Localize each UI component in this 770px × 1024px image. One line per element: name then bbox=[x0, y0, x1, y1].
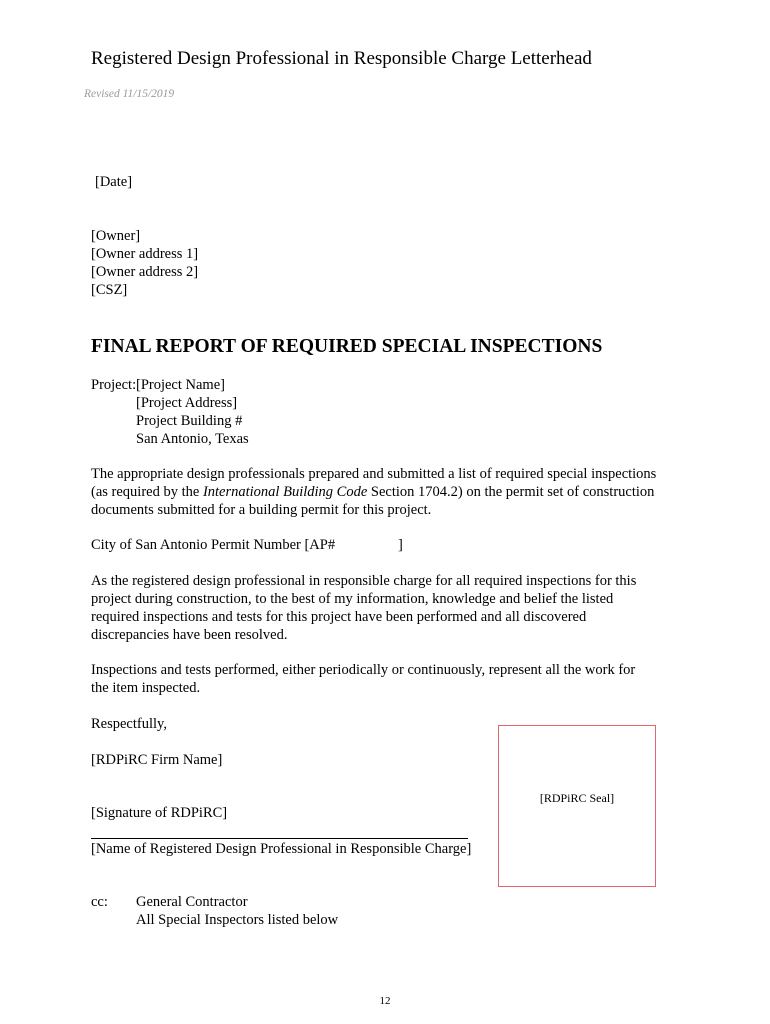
cc-recipient-2: All Special Inspectors listed below bbox=[136, 912, 339, 928]
code-reference: International Building Code bbox=[202, 484, 368, 500]
permit-number-close: ] bbox=[398, 537, 403, 553]
owner-address-2: [Owner address 2] bbox=[91, 264, 199, 280]
project-city: San Antonio, Texas bbox=[136, 431, 249, 447]
paragraph-3-line-1: Inspections and tests performed, either periodically or continuously, represent all the work for bbox=[91, 662, 636, 678]
paragraph-1-line-2-start: (as required by the bbox=[91, 484, 203, 500]
paragraph-1-line-2-end: Section 1704.2) on the permit set of construction bbox=[367, 484, 655, 500]
paragraph-1-line-2 bbox=[91, 483, 654, 501]
report-title: FINAL REPORT OF REQUIRED SPECIAL INSPECTIONS bbox=[91, 336, 603, 357]
letterhead-title: Registered Design Professional in Responsible Charge Letterhead bbox=[91, 48, 592, 69]
owner-address-1: [Owner address 1] bbox=[91, 246, 199, 262]
owner-name: [Owner] bbox=[91, 228, 141, 244]
project-name: [Project Name] bbox=[136, 377, 225, 393]
firm-name: [RDPiRC Firm Name] bbox=[91, 752, 223, 768]
seal-box bbox=[498, 725, 656, 887]
paragraph-2-line-3: required inspections and tests for this project have been performed and all discovered bbox=[91, 609, 587, 625]
project-label: Project: bbox=[91, 377, 137, 393]
closing: Respectfully, bbox=[91, 716, 167, 732]
signature-rule bbox=[91, 838, 468, 839]
owner-csz: [CSZ] bbox=[91, 282, 128, 298]
cc-label: cc: bbox=[91, 894, 108, 910]
cc-recipient-1: General Contractor bbox=[136, 894, 248, 910]
paragraph-2-line-1: As the registered design professional in responsible charge for all required inspections for this bbox=[91, 573, 637, 589]
paragraph-1-line-1: The appropriate design professionals prepared and submitted a list of required special inspections bbox=[91, 466, 657, 482]
permit-number-label: City of San Antonio Permit Number [AP# bbox=[91, 537, 336, 553]
project-address: [Project Address] bbox=[136, 395, 238, 411]
revision-date: Revised 11/15/2019 bbox=[84, 88, 175, 100]
paragraph-3-line-2: the item inspected. bbox=[91, 680, 201, 696]
page-number: 12 bbox=[379, 995, 391, 1007]
seal-label: [RDPiRC Seal] bbox=[539, 791, 615, 805]
paragraph-2-line-4: discrepancies have been resolved. bbox=[91, 627, 288, 643]
paragraph-2-line-2: project during construction, to the best of my information, knowledge and belief the listed bbox=[91, 591, 614, 607]
paragraph-1-line-3: documents submitted for a building permit for this project. bbox=[91, 502, 432, 518]
date-placeholder: [Date] bbox=[95, 174, 133, 190]
professional-name: [Name of Registered Design Professional in Responsible Charge] bbox=[91, 841, 472, 857]
project-building: Project Building # bbox=[136, 413, 243, 429]
signature-placeholder: [Signature of RDPiRC] bbox=[91, 805, 228, 821]
